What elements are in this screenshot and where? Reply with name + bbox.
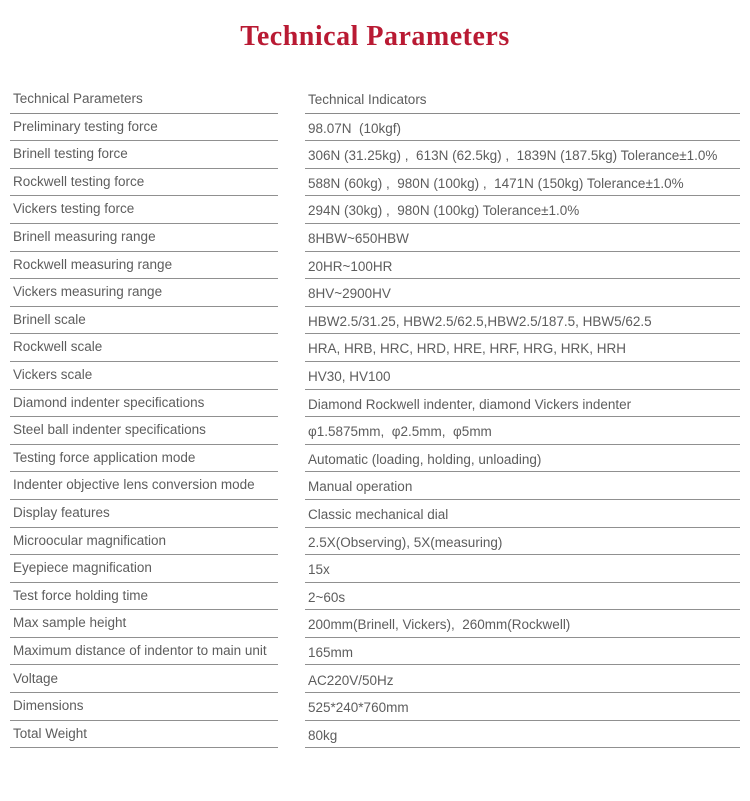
param-value: Classic mechanical dial (305, 500, 740, 528)
param-value: 588N (60kg) , 980N (100kg) , 1471N (150kg) Tolerance±1.0% (305, 169, 740, 197)
param-value: 200mm(Brinell, Vickers), 260mm(Rockwell) (305, 610, 740, 638)
param-name: Eyepiece magnification (10, 555, 278, 583)
param-value: AC220V/50Hz (305, 665, 740, 693)
param-value: 15x (305, 555, 740, 583)
param-value: 2~60s (305, 583, 740, 611)
param-name: Brinell scale (10, 307, 278, 335)
table-row (10, 583, 740, 611)
param-name: Rockwell measuring range (10, 252, 278, 280)
param-value: HRA, HRB, HRC, HRD, HRE, HRF, HRG, HRK, HRH (305, 334, 740, 362)
param-name: Brinell testing force (10, 141, 278, 169)
table-row (10, 334, 740, 362)
table-row (10, 445, 740, 473)
param-value: 8HBW~650HBW (305, 224, 740, 252)
param-name: Dimensions (10, 693, 278, 721)
param-value: Diamond Rockwell indenter, diamond Vickers indenter (305, 390, 740, 418)
table-row (10, 528, 740, 556)
table-row (10, 224, 740, 252)
param-name: Brinell measuring range (10, 224, 278, 252)
param-name: Voltage (10, 665, 278, 693)
param-name: Steel ball indenter specifications (10, 417, 278, 445)
param-name: Indenter objective lens conversion mode (10, 472, 278, 500)
table-row (10, 693, 740, 721)
table-row (10, 307, 740, 335)
param-name: Microocular magnification (10, 528, 278, 556)
param-value: Manual operation (305, 472, 740, 500)
table-row (10, 638, 740, 666)
table-row (10, 610, 740, 638)
param-name: Total Weight (10, 721, 278, 749)
param-name: Preliminary testing force (10, 114, 278, 142)
param-value: HV30, HV100 (305, 362, 740, 390)
table-row (10, 169, 740, 197)
param-value: 8HV~2900HV (305, 279, 740, 307)
param-name: Display features (10, 500, 278, 528)
table-row (10, 362, 740, 390)
table-row (10, 417, 740, 445)
param-value: 20HR~100HR (305, 252, 740, 280)
param-value: 165mm (305, 638, 740, 666)
column-header-indicators: Technical Indicators (305, 86, 740, 114)
table-row (10, 390, 740, 418)
param-name: Max sample height (10, 610, 278, 638)
param-name: Testing force application mode (10, 445, 278, 473)
param-value: 80kg (305, 721, 740, 749)
param-value: φ1.5875mm, φ2.5mm, φ5mm (305, 417, 740, 445)
table-row (10, 114, 740, 142)
column-header-parameters: Technical Parameters (10, 86, 278, 114)
param-value: 294N (30kg) , 980N (100kg) Tolerance±1.0% (305, 196, 740, 224)
param-value: 98.07N (10kgf) (305, 114, 740, 142)
param-name: Vickers measuring range (10, 279, 278, 307)
page-title: Technical Parameters (240, 21, 510, 52)
param-value: 306N (31.25kg) , 613N (62.5kg) , 1839N (187.5kg) Tolerance±1.0% (305, 141, 740, 169)
param-value: 525*240*760mm (305, 693, 740, 721)
table-header-row (10, 86, 740, 114)
param-name: Test force holding time (10, 583, 278, 611)
param-name: Rockwell scale (10, 334, 278, 362)
param-name: Rockwell testing force (10, 169, 278, 197)
table-row (10, 252, 740, 280)
param-name: Diamond indenter specifications (10, 390, 278, 418)
table-row (10, 721, 740, 749)
param-value: 2.5X(Observing), 5X(measuring) (305, 528, 740, 556)
table-row (10, 141, 740, 169)
table-row (10, 196, 740, 224)
param-name: Vickers scale (10, 362, 278, 390)
table-row (10, 472, 740, 500)
param-value: HBW2.5/31.25, HBW2.5/62.5,HBW2.5/187.5, HBW5/62.5 (305, 307, 740, 335)
spec-table (10, 86, 740, 748)
spec-table-body (10, 114, 740, 749)
param-name: Vickers testing force (10, 196, 278, 224)
param-value: Automatic (loading, holding, unloading) (305, 445, 740, 473)
table-row (10, 500, 740, 528)
param-name: Maximum distance of indentor to main unit (10, 638, 278, 666)
table-row (10, 279, 740, 307)
table-row (10, 665, 740, 693)
table-row (10, 555, 740, 583)
